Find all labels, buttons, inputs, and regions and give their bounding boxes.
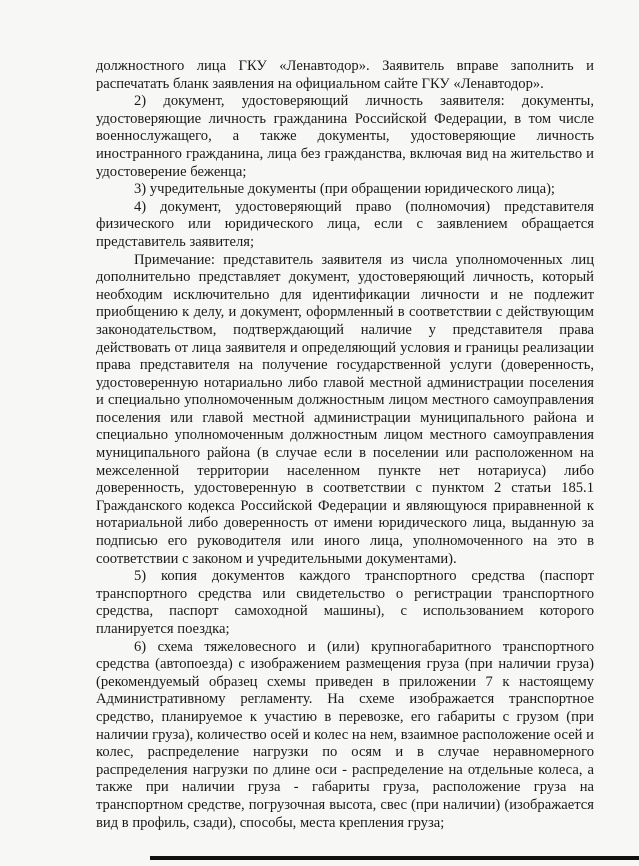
document-text (96, 58, 594, 832)
bottom-scan-edge (150, 856, 639, 860)
paragraph-item-2-identity-document: 2) документ, удостоверяющий личность заявителя: документы, удостоверяющие личность гражданина Российской Федерации, в том числе военнослужащего, а также документы, удостоверяющие личность иностранного гражданина, лица без гражданства, включая вид на жительство и удостоверение беженца; (96, 93, 594, 180)
paragraph-item-6-vehicle-scheme: 6) схема тяжеловесного и (или) крупногабаритного транспортного средства (автопоезда) с изображением размещения груза (при наличии груза) (рекомендуемый образец схемы приведен в приложении 7 к настоящему Административному регламенту. На схеме изображается транспортное средство, планируемое к участию в перевозке, его габариты с грузом (при наличии груза), количество осей и колес на нем, взаимное расположение осей и колес, распределение нагрузки по осям и в случае неравномерного распределения нагрузки по длине оси - распределение на отдельные колеса, а также при наличии груза - габариты груза, расположение груза на транспортном средстве, погрузочная высота, свес (при наличии) (изображается вид в профиль, сзади), способы, места крепления груза; (96, 638, 594, 831)
paragraph-item-3-founding-documents: 3) учредительные документы (при обращении юридического лица); (134, 181, 555, 198)
paragraph-note: Примечание: представитель заявителя из числа уполномоченных лиц дополнительно представляет документ, удостоверяющий личность, который необходим исключительно для идентификации личности и не подлежит приобщению к делу, и документ, оформленный в соответствии с действующим законодательством, подтверждающий наличие у представителя права действовать от лица заявителя и определяющий условия и границы реализации права представителя на получение государственной услуги (доверенность, удостоверенную нотариально либо главой местной администрации поселения и специально уполномоченным должностным лицом местного самоуправления поселения или главой местной администрации муниципального района и специально уполномоченным должностным лицом местного самоуправления муниципального района (в случае если в поселении или расположенном на межселенной территории населенном пункте нет нотариуса) либо доверенность, удостоверенную в соответствии с пунктом 2 статьи 185.1 Гражданского кодекса Российской Федерации и являющуюся приравненной к нотариальной либо доверенность от имени юридического лица, выданную за подписью его руководителя или иного лица, уполномоченного на это в соответствии с законом и учредительными документами). (96, 251, 594, 567)
paragraph-continuation: должностного лица ГКУ «Ленавтодор». Заявитель вправе заполнить и распечатать бланк заявления на официальном сайте ГКУ «Ленавтодор». (96, 58, 594, 92)
paragraph-item-5-vehicle-documents: 5) копия документов каждого транспортного средства (паспорт транспортного средства или свидетельство о регистрации транспортного средства, паспорт самоходной машины), с использованием которого планируется поездка; (96, 568, 594, 637)
paragraph-item-4-authority-document: 4) документ, удостоверяющий право (полномочия) представителя физического или юридического лица, если с заявлением обращается представитель заявителя; (96, 198, 594, 250)
